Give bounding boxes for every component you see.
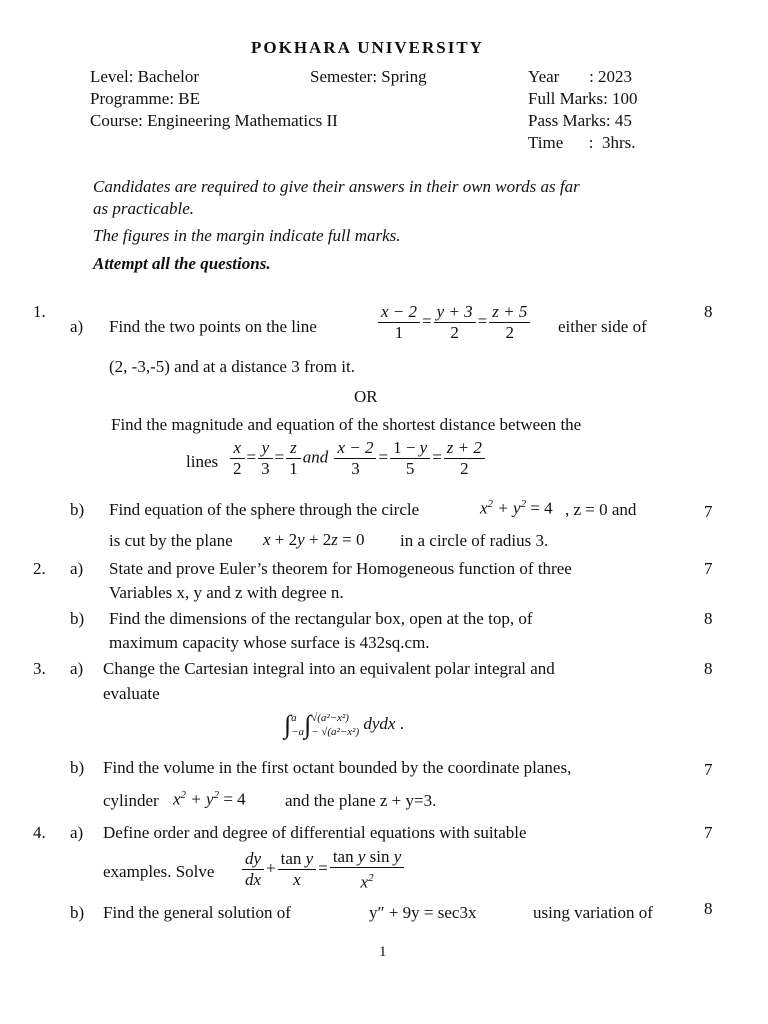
q1b-label: b) xyxy=(70,500,85,519)
q1b-text-2b: in a circle of radius 3. xyxy=(400,531,549,550)
q2a-text-2: Variables x, y and z with degree n. xyxy=(109,583,344,602)
course: Course: Engineering Mathematics II xyxy=(90,111,338,130)
year: Year : 2023 xyxy=(528,67,633,86)
q4a-text-1: Define order and degree of differential equations with suitable xyxy=(103,823,527,842)
q1-or: OR xyxy=(354,387,378,406)
q3b-text-2a: cylinder xyxy=(103,791,159,810)
q2a-label: a) xyxy=(70,559,84,578)
q4a-marks: 7 xyxy=(704,823,713,842)
q4b-text-2: using variation of xyxy=(533,903,653,922)
q1a-line-equation: $\frac{x - 2}{1}$ = $\frac{y + 3}{2}$ = $\frac{z + 5}{2}$ xyxy=(376,302,532,343)
q1a-label: a) xyxy=(70,317,84,336)
q4b-equation: y″ + 9y = sec3x xyxy=(369,903,477,922)
q1-alt-lines-equation: $\frac{x}{2}$ = $\frac{y}{3}$ = $\frac{z}{1}$ and $\frac{x - 2}{3}$ = $\frac{1 - y}{5}$ = $\frac{z + 2}{2}$ xyxy=(228,438,487,479)
instruction-1a: Candidates are required to give their answers in their own words as far xyxy=(93,177,580,196)
q1b-text-1b: , z = 0 and xyxy=(565,500,637,519)
q1b-text: Find equation of the sphere through the circle xyxy=(109,500,420,519)
q3b-marks: 7 xyxy=(704,760,713,779)
q1a-text: Find the two points on the line xyxy=(109,317,317,336)
instruction-2: The figures in the margin indicate full marks. xyxy=(93,226,401,245)
q1a-marks: 8 xyxy=(704,302,713,321)
q2b-text-2: maximum capacity whose surface is 432sq.cm. xyxy=(109,633,430,652)
q3b-cylinder-equation: $x^2 + y^2 = 4$ xyxy=(173,789,246,809)
q2b-text-1: Find the dimensions of the rectangular box, open at the top, of xyxy=(109,609,533,628)
q1a-text-2: either side of xyxy=(558,317,647,336)
q4a-text-2: examples. Solve xyxy=(103,862,215,881)
pass-marks: Pass Marks: 45 xyxy=(528,111,632,130)
q3a-integral: ∫a −a∫√(a²−x²) − √(a²−x²) dydx . xyxy=(284,710,404,739)
q4b-marks: 8 xyxy=(704,899,713,918)
q3a-text-1: Change the Cartesian integral into an equivalent polar integral and xyxy=(103,659,555,678)
q1-alt-text: Find the magnitude and equation of the shortest distance between the xyxy=(111,415,582,434)
q3b-label: b) xyxy=(70,758,85,777)
q2a-marks: 7 xyxy=(704,559,713,578)
and-word: and xyxy=(302,447,329,467)
q1-number: 1. xyxy=(33,302,46,321)
q3a-text-2: evaluate xyxy=(103,684,160,703)
programme: Programme: BE xyxy=(90,89,201,108)
q3a-label: a) xyxy=(70,659,84,678)
q3b-text-2b: and the plane z + y=3. xyxy=(285,791,437,810)
page-number: 1 xyxy=(379,944,387,960)
q2b-marks: 8 xyxy=(704,609,713,628)
semester: Semester: Spring xyxy=(310,67,427,86)
q2a-text-1: State and prove Euler’s theorem for Homogeneous function of three xyxy=(109,559,572,578)
q2-number: 2. xyxy=(33,559,46,578)
q1b-text-2: is cut by the plane xyxy=(109,531,233,550)
q4a-label: a) xyxy=(70,823,84,842)
q1b-circle-equation: $x^2 + y^2 = 4$ xyxy=(480,498,553,518)
q2b-label: b) xyxy=(70,609,85,628)
instruction-3: Attempt all the questions. xyxy=(93,254,271,273)
q4a-differential-equation: $\frac{dy}{dx}$ + $\frac{\text{tan y}}{x}$ = $\frac{\text{tan y sin y}}{x^2}$ xyxy=(240,847,406,893)
q4b-label: b) xyxy=(70,903,85,922)
q3-number: 3. xyxy=(33,659,46,678)
q3a-marks: 8 xyxy=(704,659,713,678)
university-title: POKHARA UNIVERSITY xyxy=(251,38,484,57)
q3b-text-1: Find the volume in the first octant bounded by the coordinate planes, xyxy=(103,758,572,777)
q1b-marks: 7 xyxy=(704,502,713,521)
q1b-plane-equation: x + 2y + 2z = 0 xyxy=(263,530,365,549)
q4b-text-1: Find the general solution of xyxy=(103,903,291,922)
full-marks: Full Marks: 100 xyxy=(528,89,638,108)
instruction-1b: as practicable. xyxy=(93,199,195,218)
q1a-text-3: (2, -3,-5) and at a distance 3 from it. xyxy=(109,357,355,376)
q1-alt-lines-label: lines xyxy=(186,452,219,471)
level: Level: Bachelor xyxy=(90,67,200,86)
q4-number: 4. xyxy=(33,823,46,842)
time: Time : 3hrs. xyxy=(528,133,636,152)
